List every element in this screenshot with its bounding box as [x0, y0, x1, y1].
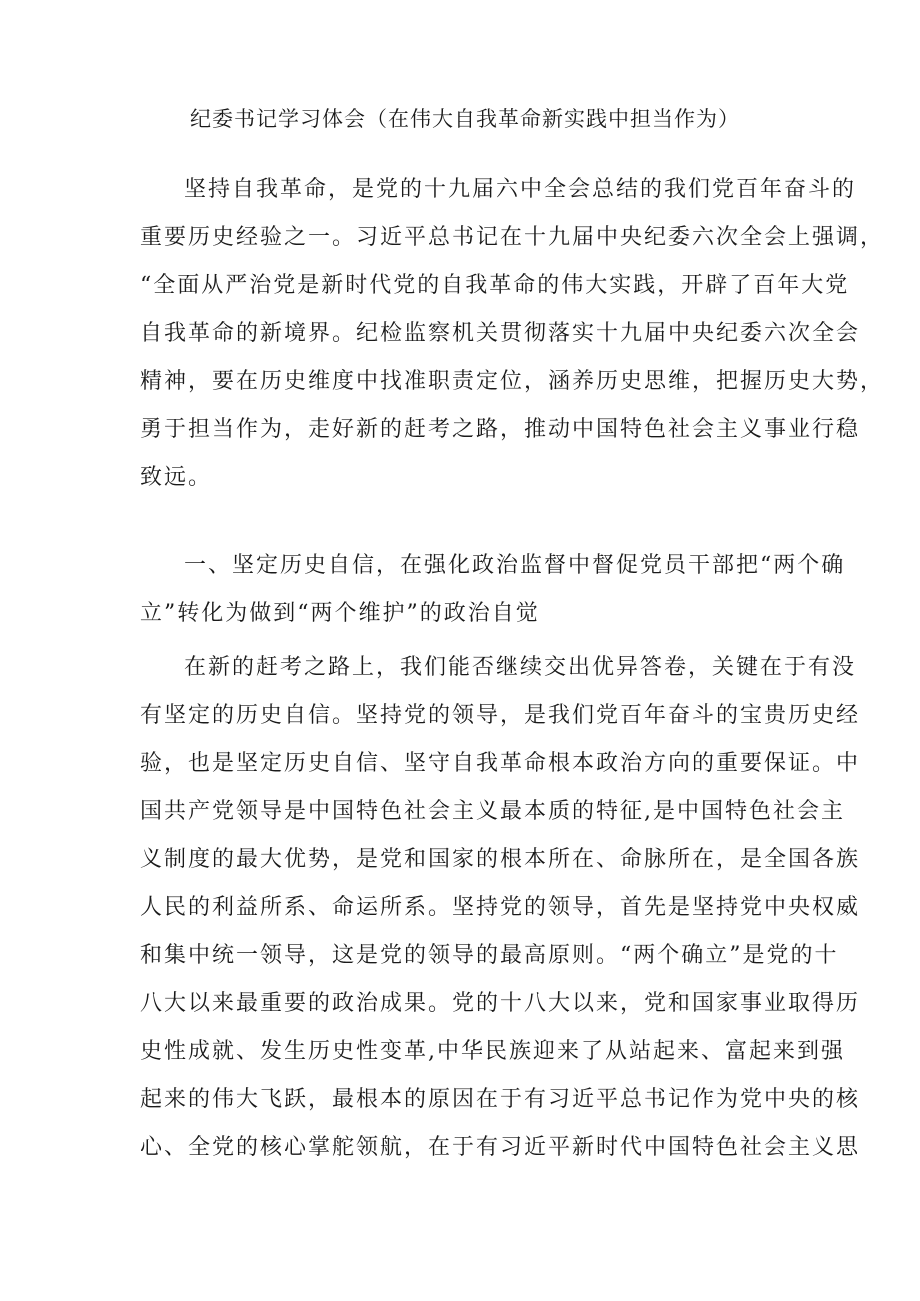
intro-paragraph [140, 166, 885, 502]
body-line: 义制度的最大优势，是党和国家的根本所在、命脉所在，是全国各族 [140, 847, 861, 872]
intro-line: “全面从严治党是新时代党的自我革命的伟大实践，开辟了百年大党 [140, 273, 850, 298]
body-line: 国共产党领导是中国特色社会主义最本质的特征,是中国特色社会主 [140, 799, 845, 824]
intro-line: 重要历史经验之一。习近平总书记在十九届中央纪委六次全会上强调， [140, 225, 885, 250]
body-line: 心、全党的核心掌舵领航，在于有习近平新时代中国特色社会主义思 [140, 1135, 861, 1160]
body-line: 在新的赶考之路上，我们能否继续交出优异答卷，关键在于有没 [184, 655, 857, 680]
body-line: 八大以来最重要的政治成果。党的十八大以来，党和国家事业取得历 [140, 991, 861, 1016]
body-line: 人民的利益所系、命运所系。坚持党的领导，首先是坚持党中央权威 [140, 895, 861, 920]
section-heading-line: 立”转化为做到“两个维护”的政治自觉 [140, 601, 540, 626]
section-body-paragraph [140, 644, 861, 1172]
body-line: 和集中统一领导，这是党的领导的最高原则。“两个确立”是党的十 [140, 943, 839, 968]
body-line: 起来的伟大飞跃，最根本的原因在于有习近平总书记作为党中央的核 [140, 1087, 861, 1112]
intro-line: 精神，要在历史维度中找准职责定位，涵养历史思维，把握历史大势， [140, 369, 885, 394]
intro-line: 致远。 [140, 465, 213, 490]
intro-line: 自我革命的新境界。纪检监察机关贯彻落实十九届中央纪委六次全会 [140, 321, 861, 346]
intro-line: 勇于担当作为，走好新的赶考之路，推动中国特色社会主义事业行稳 [140, 417, 861, 442]
body-line: 验，也是坚定历史自信、坚守自我革命根本政治方向的重要保证。中 [140, 751, 861, 776]
section-heading [140, 542, 846, 638]
section-heading-line: 一、坚定历史自信，在强化政治监督中督促党员干部把“两个确 [184, 553, 846, 578]
document-title: 纪委书记学习体会（在伟大自我革命新实践中担当作为） [190, 107, 740, 131]
body-line: 史性成就、发生历史性变革,中华民族迎来了从站起来、富起来到强 [140, 1039, 845, 1064]
body-line: 有坚定的历史自信。坚持党的领导，是我们党百年奋斗的宝贵历史经 [140, 703, 861, 728]
intro-line: 坚持自我革命，是党的十九届六中全会总结的我们党百年奋斗的 [184, 177, 857, 202]
